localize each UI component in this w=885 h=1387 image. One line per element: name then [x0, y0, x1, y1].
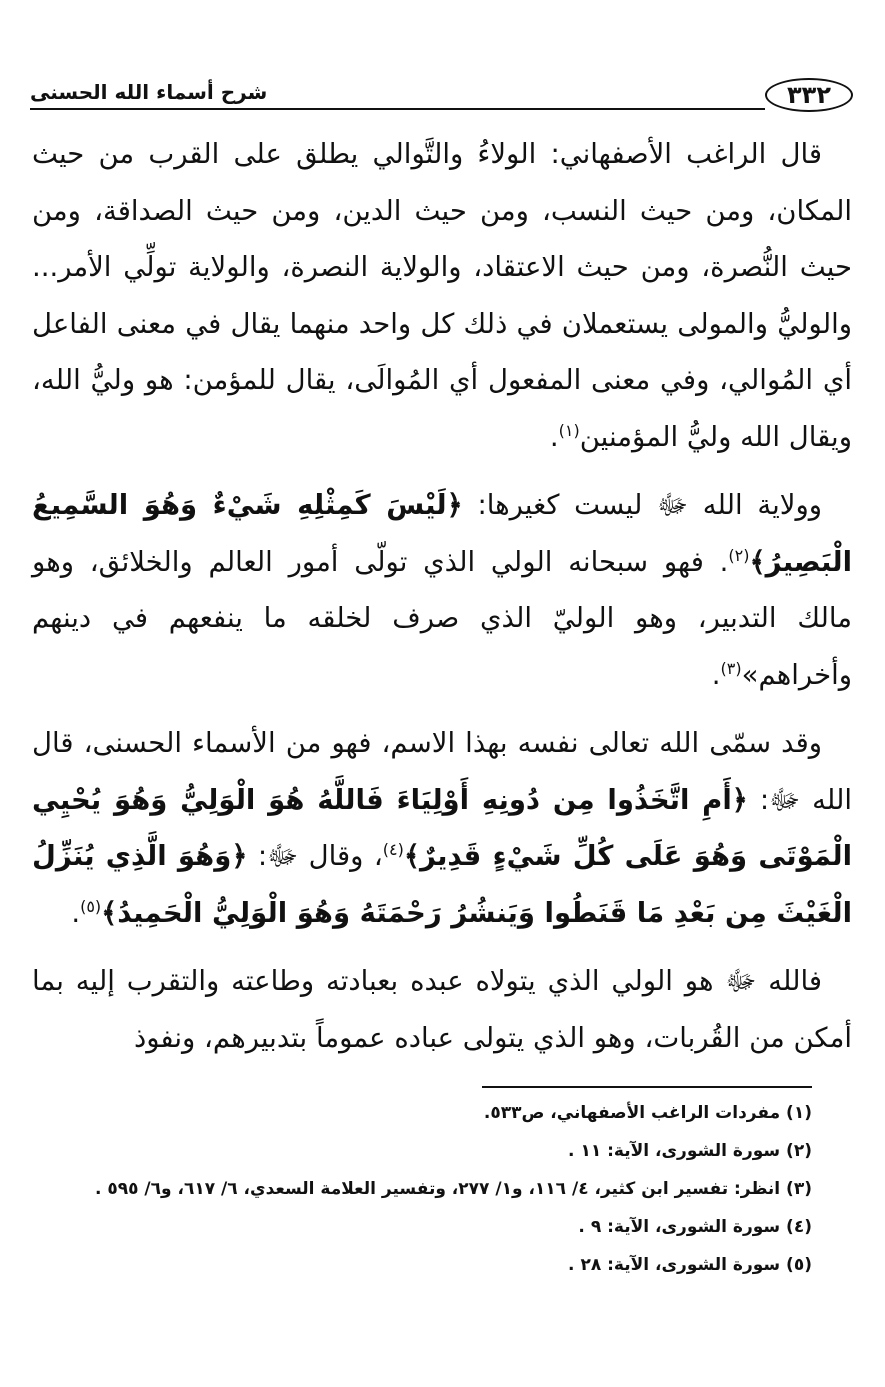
page-number: ٣٣٢ — [765, 78, 853, 112]
quran-verse: ﴿لَيْسَ كَمِثْلِهِ شَيْءٌ وَهُوَ السَّمِيعُ الْبَصِيرُ﴾ — [32, 489, 852, 578]
header-rule — [30, 108, 765, 110]
running-title: شرح أسماء الله الحسنى — [30, 80, 268, 104]
text-run: . — [711, 658, 721, 691]
footnote-5: (٥) سورة الشورى، الآية: ٢٨ . — [568, 1255, 812, 1275]
body-text — [32, 126, 852, 1066]
paragraph-3 — [32, 715, 852, 941]
paragraph-4 — [32, 953, 852, 1066]
text-run: ، وقال ﷻ: — [247, 840, 383, 872]
footnote-1: (١) مفردات الراغب الأصفهاني، ص٥٣٣. — [483, 1103, 812, 1123]
text-run: . فهو سبحانه الولي الذي تولّى أمور العالم والخلائق، وهو مالك التدبير، وهو الوليّ الذي صرف لخلقه ما ينفعهم في دينهم وأخراهم» — [32, 545, 852, 691]
quran-verse: ﴿وَهُوَ الَّذِي يُنَزِّلُ الْغَيْثَ مِن بَعْدِ مَا قَنَطُوا وَيَنشُرُ رَحْمَتَهُ وَهُوَ الْوَلِيُّ الْحَمِيدُ﴾ — [32, 840, 852, 929]
text-run: قال الراغب الأصفهاني: الولاءُ والتَّوالي يطلق على القرب من حيث المكان، ومن حيث النسب، ومن حيث الدين، ومن حيث الصداقة، ومن حيث النُّصرة، ومن حيث الاعتقاد، والولاية النصرة، والولاية تولِّي الأمر... والوليُّ والمولى يستعملان في ذلك كل واحد منهما يقال في معنى الفاعل أي المُوالي، وفي معنى المفعول أي المُوالَى، يقال للمؤمن: هو وليُّ الله، ويقال الله وليُّ المؤمنين — [32, 138, 852, 453]
paragraph-2 — [32, 477, 852, 703]
text-run: . — [71, 896, 81, 929]
footnote-4: (٤) سورة الشورى، الآية: ٩ . — [578, 1217, 812, 1237]
footnote-ref: (٢) — [728, 545, 750, 565]
quran-verse: ﴿أَمِ اتَّخَذُوا مِن دُونِهِ أَوْلِيَاءَ فَاللَّهُ هُوَ الْوَلِيُّ وَهُوَ يُحْيِي الْمَوْتَى وَهُوَ عَلَى كُلِّ شَيْءٍ قَدِيرٌ﴾ — [32, 783, 852, 872]
footnote-2: (٢) سورة الشورى، الآية: ١١ . — [568, 1141, 812, 1161]
footnote-3: (٣) انظر: تفسير ابن كثير، ٤/ ١١٦، و١/ ٢٧٧، وتفسير العلامة السعدي، ٦/ ٦١٧، و٦/ ٥٩٥ . — [94, 1179, 812, 1199]
text-run: وولاية الله ﷻ ليست كغيرها: — [462, 489, 822, 521]
text-run: وقد سمّى الله تعالى نفسه بهذا الاسم، فهو من الأسماء الحسنى، قال الله ﷻ: — [32, 727, 852, 816]
footnote-ref: (٣) — [720, 658, 742, 678]
text-run: . — [549, 420, 559, 453]
footnotes — [40, 1086, 812, 1284]
footnote-ref: (١) — [558, 420, 580, 440]
footnote-ref: (٥) — [80, 896, 102, 916]
text-run: فالله ﷻ هو الولي الذي يتولاه عبده بعبادته وطاعته والتقرب إليه بما أمكن من القُربات، وهو الذي يتولى عباده عموماً بتدبيرهم، ونفوذ — [32, 965, 852, 1054]
page-header — [30, 78, 855, 118]
footnote-rule — [482, 1086, 812, 1088]
paragraph-1 — [32, 126, 852, 465]
footnote-ref: (٤) — [382, 839, 404, 859]
